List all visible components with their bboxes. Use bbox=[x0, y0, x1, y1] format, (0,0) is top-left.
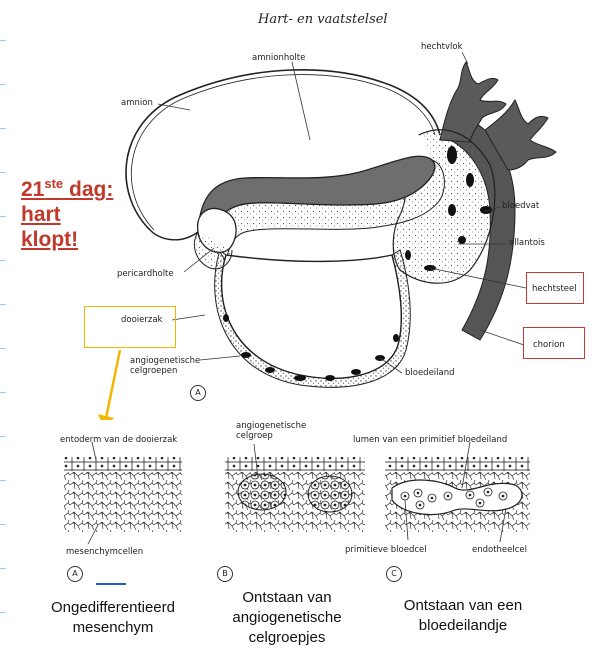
label-bloedvat: bloedvat bbox=[502, 201, 540, 211]
label-celgroepen: celgroepen bbox=[130, 366, 178, 376]
tissue-panels bbox=[0, 430, 609, 580]
panel-letter-b: B bbox=[217, 566, 233, 582]
label-entoderm: entoderm van de dooierzak bbox=[60, 435, 178, 445]
label-endotheelcel: endotheelcel bbox=[472, 545, 528, 555]
hechtsteel-highlight-box bbox=[526, 272, 584, 304]
caption-panel-b: Ontstaan van angiogenetische celgroepjes bbox=[232, 589, 342, 646]
label-amnion: amnion bbox=[121, 98, 153, 108]
label-chorion: chorion bbox=[533, 340, 565, 350]
label-angiogenetische: angiogenetische bbox=[130, 356, 201, 366]
panel-b-tissue bbox=[225, 457, 365, 532]
label-angiogenetische-b: angiogenetische bbox=[236, 421, 307, 431]
panel-a-tissue bbox=[64, 457, 182, 532]
diagram-title: Hart- en vaatstelsel bbox=[258, 12, 388, 27]
label-mesenchymcellen: mesenchymcellen bbox=[66, 547, 144, 557]
caption-panel-a: Ongedifferentieerd mesenchym bbox=[51, 599, 175, 636]
chorion-highlight-box bbox=[523, 327, 585, 359]
panel-letter-top-a: A bbox=[190, 385, 206, 401]
dooierzak-highlight-box bbox=[84, 306, 176, 348]
label-celgroep: celgroep bbox=[236, 431, 273, 441]
panel-letter-c: C bbox=[386, 566, 402, 582]
panel-a-underline bbox=[96, 583, 126, 585]
label-lumen: lumen van een primitief bloedeiland bbox=[353, 435, 508, 445]
label-hechtvlok: hechtvlok bbox=[421, 42, 463, 52]
caption-panel-c: Ontstaan van een bloedeilandje bbox=[403, 597, 523, 634]
label-amnionholte: amnionholte bbox=[252, 53, 306, 63]
label-allantois: allantois bbox=[509, 238, 545, 248]
label-bloedeiland: bloedeiland bbox=[405, 368, 455, 378]
yellow-arrow bbox=[98, 350, 120, 420]
label-hechtsteel: hechtsteel bbox=[532, 284, 577, 294]
label-primitieve-bloedcel: primitieve bloedcel bbox=[345, 545, 427, 555]
label-dooierzak: dooierzak bbox=[121, 315, 163, 325]
panel-letter-a: A bbox=[67, 566, 83, 582]
label-pericardholte: pericardholte bbox=[117, 269, 174, 279]
day-21-note: 21ste dag: hart klopt! bbox=[21, 176, 114, 251]
